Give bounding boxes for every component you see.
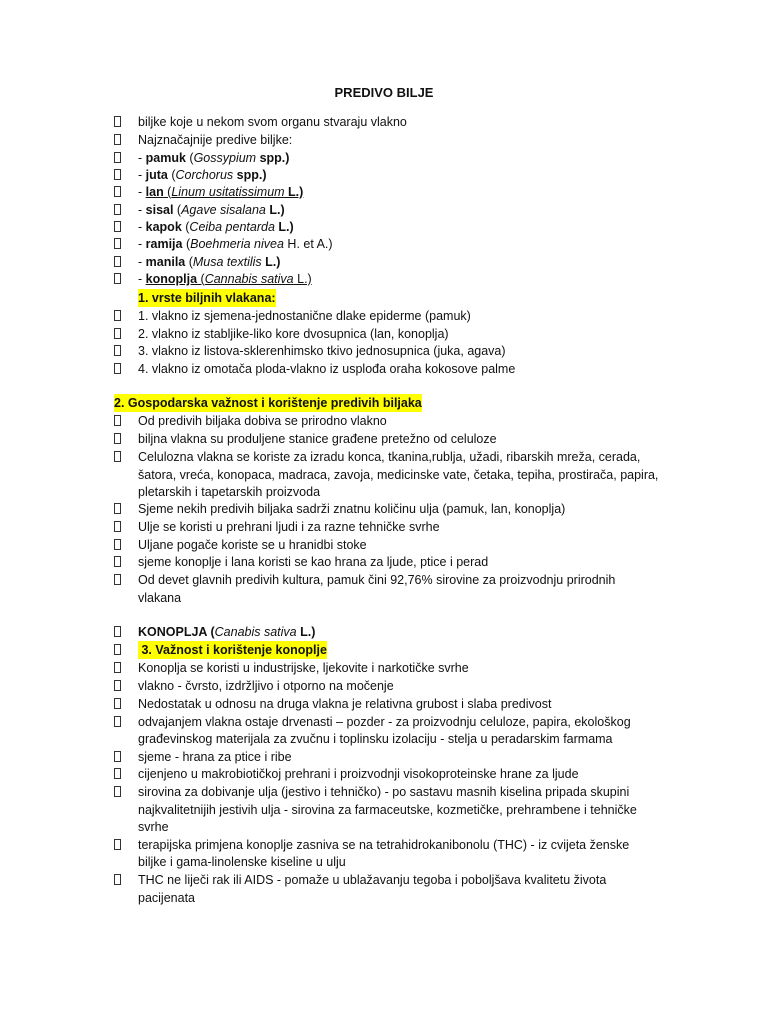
document-page: PREDIVO BILJE biljke koje u nekom svom organu stvaraju vlakno Najznačajnije predive biljke: - pamuk (Gossypium spp.) - juta (Corchorus spp.) - lan (Linum usitatissimum L.) - sisal (Agave sisalana L.) - kapok (Ceiba pentarda L.) - ramija (Boehmeria nivea H. et A.) - manila (Musa textilis L.) - konoplja (Cannabis sativa L.) 1. vrste biljnih vlakana: 1. vlakno iz sjemena-jednostanične dlake epiderme (pamuk) 2. vlakno iz stabljike-liko kore dvosupnica (lan, konoplja) 3. vlakno iz listova-sklerenhimsko tkivo jednosupnica (juka, agava) 4. vlakno iz omotača ploda-vlakno iz usplođa oraha kokosove palme 2. Gospodarska važnost i korištenje predivih biljaka Od predivih biljaka dobiva se prirodno vlakno biljna vlakna su produljene stanice građene pretežno od celuloze Celulozna vlakna se koriste za izradu konca, tkanina,rublja, užadi, ribarskih mreža, cerada, šatora, vreća, konopaca, madraca, zavoja, medicinske vate, četaka, tepiha, prostirača, papira, pletarskih i tapetarskih proizvoda Sjeme nekih predivih biljaka sadrži znatnu količinu ulja (pamuk, lan, konoplja) Ulje se koristi u prehrani ljudi i za razne tehničke svrhe Uljane pogače koriste se u hranidbi stoke sjeme konoplje i lana koristi se kao hrana za ljude, ptice i perad Od devet glavnih predivih kultura, pamuk čini 92,76% sirovine za proizvodnju prirodnih vlakana KONOPLJA (Canabis sativa L.) 3. Važnost i korištenje konoplje Konoplja se koristi u industrijske, ljekovite i narkotičke svrhe vlakno - čvrsto, izdržljivo i otporno na močenje Nedostatak u odnosu na druga vlakna je relativna grubost i slaba predivost odvajanjem vlakna ostaje drvenasti – pozder - za proizvodnju celuloze, papira, ekološkog građevinskog materijala za zvučnu i toplinsku izolaciju - stelja u peradarskim farmama sjeme - hrana za ptice i ribe cijenjeno u makrobiotičkoj prehrani i proizvodnji visokoproteinske hrane za ljude sirovina za dobivanje ulja (jestivo i tehničko) - po sastavu masnih kiselina pripada skupini najkvalitetnijih jestivih ulja - sirovina za farmaceutske, kozmetičke, prehrambene i tehničke svrhe terapijska primjena konoplje zasniva se na tetrahidrokanibonolu (THC) - iz cvijeta ženske biljke i gama-linolenske kiseline u ulju THC ne liječi rak ili AIDS - pomaže u ublažavanju tegoba i poboljšava kvalitetu života pacijenata bbox=[0, 0, 768, 1024]
bullet-icon bbox=[114, 204, 121, 215]
bullet-icon bbox=[114, 415, 121, 426]
bullet-icon bbox=[114, 273, 121, 284]
bullet-icon bbox=[114, 134, 121, 145]
bullet-icon bbox=[114, 626, 121, 637]
bullet-icon bbox=[114, 503, 121, 514]
bullet-icon bbox=[114, 521, 121, 532]
bullet-icon bbox=[114, 874, 121, 885]
bullet-icon bbox=[114, 256, 121, 267]
bullet-icon bbox=[114, 116, 121, 127]
bullet-icon bbox=[114, 680, 121, 691]
bullet-icon bbox=[114, 451, 121, 462]
bullet-icon bbox=[114, 556, 121, 567]
bullet-icon bbox=[114, 786, 121, 797]
bullet-icon bbox=[114, 433, 121, 444]
bullet-icon bbox=[114, 152, 121, 163]
bullet-icon bbox=[114, 363, 121, 374]
bullet-icon bbox=[114, 768, 121, 779]
bullet-icon bbox=[114, 186, 121, 197]
bullet-icon bbox=[114, 698, 121, 709]
bullet-icon bbox=[114, 328, 121, 339]
bullet-icon bbox=[114, 839, 121, 850]
bullet-icon bbox=[114, 574, 121, 585]
bullet-icon bbox=[114, 662, 121, 673]
bullet-icon bbox=[114, 221, 121, 232]
bullet-icon bbox=[114, 716, 121, 727]
bullet-icon bbox=[114, 751, 121, 762]
bullet-icon bbox=[114, 345, 121, 356]
bullet-icon bbox=[114, 644, 121, 655]
bullet-icon bbox=[114, 539, 121, 550]
bullet-icon bbox=[114, 238, 121, 249]
page-title: PREDIVO BILJE bbox=[334, 85, 434, 100]
bullet-icon bbox=[114, 310, 121, 321]
bullet-icon bbox=[114, 169, 121, 180]
